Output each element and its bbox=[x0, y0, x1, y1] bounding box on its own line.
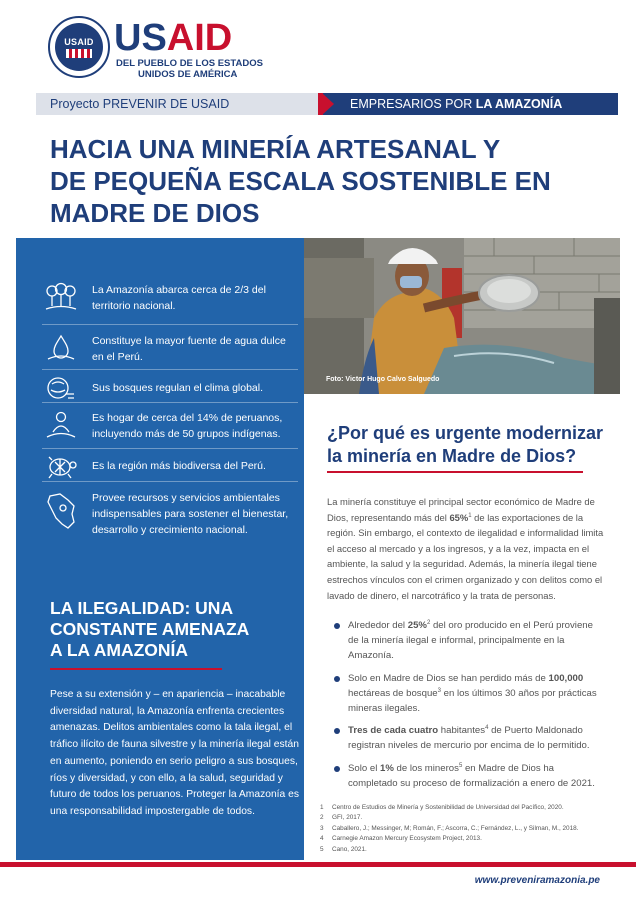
footnote-number: 1 bbox=[320, 804, 324, 811]
para-sup: 1 bbox=[468, 512, 472, 519]
illegality-title-line-1: LA ILEGALIDAD: UNA bbox=[50, 598, 234, 618]
wordmark-aid: AID bbox=[166, 17, 233, 59]
miner-photo-illustration bbox=[304, 238, 620, 394]
water-drop-icon bbox=[44, 333, 78, 363]
bullet-dot-icon bbox=[334, 766, 340, 772]
illegality-title-line-3: A LA AMAZONÍA bbox=[50, 640, 189, 660]
bullet-bold: 1% bbox=[380, 762, 394, 774]
bullet-item bbox=[334, 618, 606, 664]
bullet-item bbox=[334, 761, 606, 791]
urgency-title-rule bbox=[327, 471, 583, 473]
project-name: Proyecto PREVENIR DE USAID bbox=[50, 97, 230, 111]
bullet-item bbox=[334, 671, 606, 717]
illegality-title-rule bbox=[50, 668, 222, 670]
turtle-icon bbox=[44, 452, 78, 482]
fact-text: Es hogar de cerca del 14% de peruanos, incluyendo más de 50 grupos indígenas. bbox=[92, 412, 283, 440]
footnote bbox=[320, 824, 616, 834]
usaid-subtitle-line2: UNIDOS DE AMÉRICA bbox=[138, 69, 238, 80]
divider bbox=[42, 324, 298, 325]
footer-rule bbox=[0, 862, 636, 867]
bullet-text: de Puerto Maldonado registran niveles de mercurio por encima de lo permitido. bbox=[348, 725, 590, 752]
bullet-sup: 3 bbox=[437, 687, 441, 694]
bullet-bold: 100,000 bbox=[548, 672, 584, 684]
bullet-sup: 4 bbox=[485, 725, 489, 732]
footnote-text: Cano, 2021. bbox=[332, 845, 367, 853]
usaid-subtitle bbox=[116, 58, 263, 80]
footnote-text: Centro de Estudios de Minería y Sostenibilidad de Universidad del Pacífico, 2020. bbox=[332, 804, 564, 811]
divider bbox=[42, 481, 298, 482]
website-link[interactable]: www.preveniramazonia.pe bbox=[474, 875, 600, 886]
bullet-text: Alrededor del bbox=[348, 620, 408, 631]
urgency-title-line-2: la minería en Madre de Dios? bbox=[327, 446, 577, 466]
fact-text: La Amazonía abarca cerca de 2/3 del territorio nacional. bbox=[92, 284, 266, 312]
header bbox=[0, 0, 636, 90]
bullet-item bbox=[334, 723, 606, 753]
fact-text: Sus bosques regulan el clima global. bbox=[92, 382, 264, 394]
bullet-text: en Madre de Dios ha completado su proceso de formalización a enero de 2021. bbox=[348, 762, 595, 789]
footnote-text: Caballero, J.; Messinger, M; Román, F.; Ascorra, C.; Fernández, L., y Silman, M., 2018. bbox=[332, 824, 579, 832]
program-prefix: EMPRESARIOS POR bbox=[350, 97, 476, 111]
miner-photo bbox=[304, 238, 620, 394]
footnote bbox=[320, 834, 616, 844]
title-line-2: DE PEQUEÑA ESCALA SOSTENIBLE EN bbox=[50, 166, 551, 196]
page-title bbox=[50, 133, 610, 229]
program-banner bbox=[322, 93, 618, 115]
bullet-text: Solo el bbox=[348, 762, 380, 774]
program-bold: LA AMAZONÍA bbox=[475, 97, 563, 111]
footnote-number: 5 bbox=[320, 845, 324, 853]
footnote-text: Carnegie Amazon Mercury Ecosystem Project, 2013. bbox=[332, 835, 482, 843]
bullet-dot-icon bbox=[334, 623, 340, 629]
para-pct: 65% bbox=[449, 511, 469, 523]
bullet-text: de los mineros bbox=[393, 762, 459, 774]
climate-icon bbox=[44, 374, 78, 404]
fact-text: Es la región más biodiversa del Perú. bbox=[92, 460, 266, 472]
peru-map-icon bbox=[44, 492, 78, 532]
illegality-title-line-2: CONSTANTE AMENAZA bbox=[50, 619, 250, 639]
usaid-subtitle-line1: DEL PUEBLO DE LOS ESTADOS bbox=[116, 58, 263, 69]
para-text-a: La minería constituye el principal sector económico de Madre de Dios, representando más del bbox=[327, 496, 595, 523]
photo-credit: Foto: Victor Hugo Calvo Salguedo bbox=[326, 376, 440, 383]
bullet-text: del oro producido en el Perú proviene de la minería ilegal e informal, principalmente en la Amazonía. bbox=[348, 620, 593, 662]
illegality-title bbox=[50, 598, 300, 661]
illegality-body: Pese a su extensión y – en apariencia – inacabable diversidad natural, la Amazonía enfrenta crecientes amenazas. Delitos ambientales como la tala ilegal, el tráfico ilícito de fauna silvestre y la minería ilegal están en aumento, poniendo en serio peligro a sus bosques, ríos y diversidad, y con ello, a la salud, seguridad y futuro de todos los peruanos. Proteger la Amazonía es una responsabilidad impostergable de todos. bbox=[50, 689, 299, 817]
urgency-title bbox=[327, 422, 607, 468]
fact-text: Constituye la mayor fuente de agua dulce en el Perú. bbox=[92, 335, 286, 363]
bullet-text: hectáreas de bosque bbox=[348, 687, 438, 699]
divider bbox=[42, 369, 298, 370]
bullet-sup: 5 bbox=[458, 762, 463, 769]
urgency-bullets bbox=[334, 618, 606, 798]
bullet-bold: 25% bbox=[407, 620, 427, 631]
divider bbox=[42, 448, 298, 449]
bullet-sup: 2 bbox=[426, 619, 431, 626]
bullet-text: en los últimos 30 años por prácticas mineras ilegales. bbox=[348, 687, 597, 715]
footnotes bbox=[320, 803, 616, 855]
footnote-number: 4 bbox=[320, 835, 324, 843]
seal-text: USAID bbox=[64, 36, 94, 47]
usaid-wordmark bbox=[114, 18, 232, 58]
band-red-arrow bbox=[322, 93, 334, 115]
divider bbox=[42, 402, 298, 403]
fact-text: Provee recursos y servicios ambientales indispensables para sostener el bienestar, desarrollo y crecimiento nacional. bbox=[92, 492, 289, 536]
amazon-facts-panel bbox=[16, 238, 304, 860]
bullet-bold: Tres de cada cuatro bbox=[348, 725, 439, 737]
footnote bbox=[320, 845, 616, 855]
wordmark-us: US bbox=[114, 17, 167, 59]
urgency-title-line-1: ¿Por qué es urgente modernizar bbox=[327, 423, 604, 443]
title-line-3: MADRE DE DIOS bbox=[50, 198, 260, 228]
people-icon bbox=[44, 410, 78, 440]
forest-icon bbox=[44, 282, 78, 312]
para-text-b: de las exportaciones de la región. Sin embargo, el contexto de ilegalidad e informalidad limita el acceso al mercado y a los ingresos, y a la vez, impacta en el ambiente, la salud y la seguridad. Además, la minería ilegal tiene estrechos vínculos con el crimen organizado y con delitos como el lavado de dinero, el narcotráfico y la trata de personas. bbox=[327, 511, 604, 601]
bullet-dot-icon bbox=[334, 728, 340, 734]
bullet-dot-icon bbox=[334, 676, 340, 682]
seal-stripes bbox=[66, 49, 92, 58]
footnote bbox=[320, 813, 616, 823]
footnote-text: GFI, 2017. bbox=[332, 814, 363, 822]
bullet-text: habitantes bbox=[438, 725, 486, 737]
footnote bbox=[320, 803, 616, 813]
urgency-paragraph bbox=[327, 494, 613, 603]
usaid-seal-logo bbox=[48, 16, 110, 78]
title-line-1: HACIA UNA MINERÍA ARTESANAL Y bbox=[50, 134, 501, 164]
bullet-text: Solo en Madre de Dios se han perdido más de bbox=[348, 672, 549, 684]
footnote-number: 2 bbox=[320, 814, 324, 822]
footnote-number: 3 bbox=[320, 824, 324, 832]
